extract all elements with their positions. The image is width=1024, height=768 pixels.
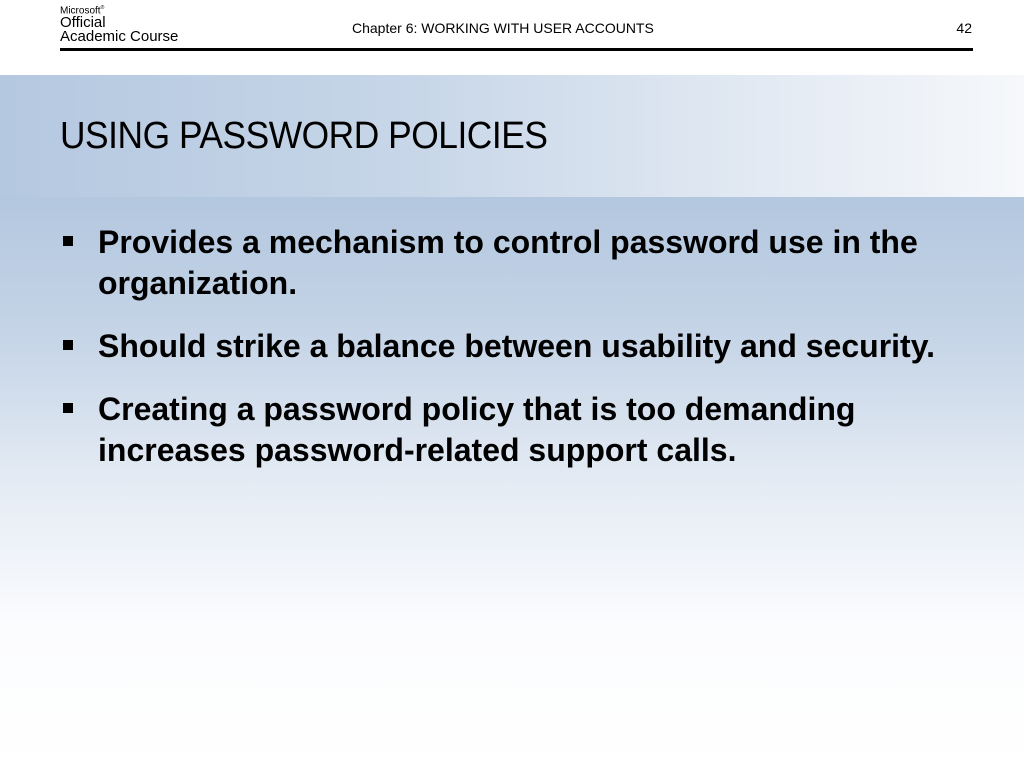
bullet-text: Should strike a balance between usability and security. (98, 328, 935, 364)
bullet-text: Provides a mechanism to control password use in the organization. (98, 224, 918, 301)
header-divider (60, 48, 973, 51)
chapter-title: Chapter 6: WORKING WITH USER ACCOUNTS (352, 20, 654, 36)
slide-title: USING PASSWORD POLICIES (60, 115, 548, 157)
bullet-item (60, 389, 960, 471)
page-number: 42 (956, 20, 972, 36)
square-bullet-icon (63, 340, 73, 350)
course-logo (60, 3, 178, 44)
square-bullet-icon (63, 403, 73, 413)
bullet-item (60, 222, 960, 304)
bullet-list (60, 222, 960, 493)
bullet-item (60, 326, 960, 367)
logo-line-academic-course: Academic Course (60, 28, 179, 46)
logo-line-official: Official (60, 14, 106, 32)
bullet-text: Creating a password policy that is too demanding increases password-related support calls. (98, 391, 856, 468)
logo-brand: Microsoft® (60, 5, 105, 17)
square-bullet-icon (63, 236, 73, 246)
